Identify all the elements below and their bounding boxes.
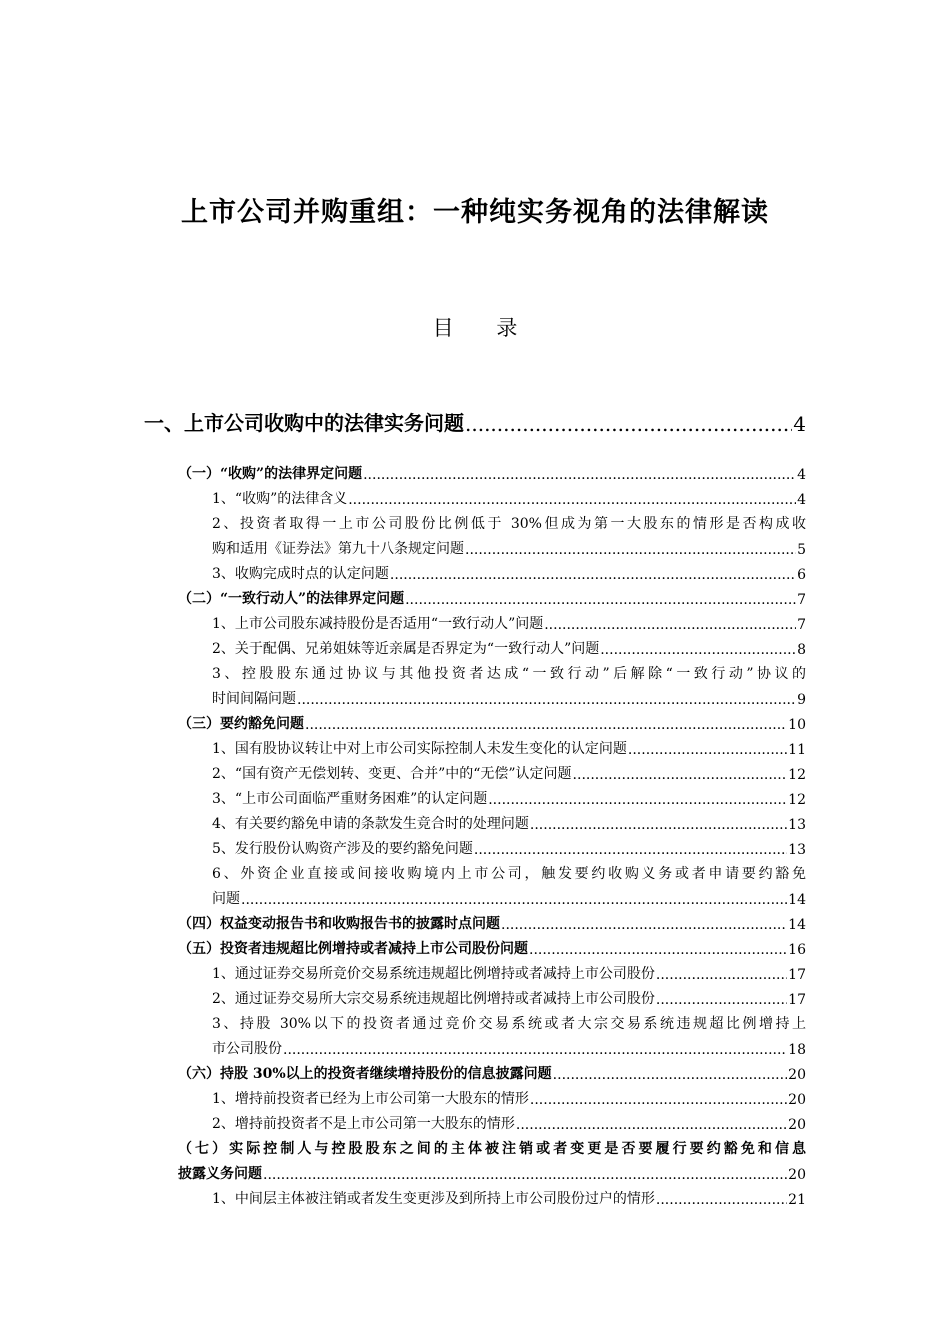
toc-entry-s7-1[interactable] [212, 1188, 806, 1208]
toc-entry-s5[interactable] [178, 938, 806, 958]
toc-leader [573, 767, 788, 783]
toc-entry-s5-3[interactable] [212, 1038, 806, 1058]
toc-entry-label: （七）实际控制人与控股股东之间的主体被注销或者变更是否要履行要约豁免和信息 [178, 1141, 806, 1157]
toc-entry-label: 2、增持前投资者不是上市公司第一大股东的情形 [212, 1116, 515, 1132]
toc-entry-label: 2、关于配偶、兄弟姐妹等近亲属是否界定为“一致行动人”问题 [212, 641, 600, 657]
toc-entry-s5-3-line1[interactable] [212, 1013, 806, 1033]
toc-entry-label: 1、国有股协议转让中对上市公司实际控制人未发生变化的认定问题 [212, 741, 627, 757]
toc-entry-label: 一、上市公司收购中的法律实务问题 [144, 411, 464, 435]
toc-entry-s1-1[interactable] [212, 488, 806, 508]
toc-leader [348, 492, 796, 508]
toc-leader [465, 412, 792, 436]
toc-leader [297, 692, 796, 708]
toc-entry-part1[interactable] [144, 407, 806, 436]
toc-leader [656, 967, 787, 983]
toc-entry-s2-1[interactable] [212, 613, 806, 633]
toc-entry-label: 披露义务问题 [178, 1166, 262, 1182]
toc-leader [600, 642, 796, 658]
toc-entry-label: 市公司股份 [212, 1041, 282, 1057]
toc-entry-s3-6-line1[interactable] [212, 863, 806, 883]
toc-page-number: 12 [788, 792, 806, 808]
toc-page-number: 8 [797, 642, 806, 658]
toc-page-number: 5 [797, 542, 806, 558]
toc-entry-label: 3、持股 30%以下的投资者通过竞价交易系统或者大宗交易系统违规超比例增持上 [212, 1016, 806, 1032]
toc-entry-label: 1、上市公司股东减持股份是否适用“一致行动人”问题 [212, 616, 544, 632]
toc-page-number: 20 [788, 1117, 806, 1133]
toc-entry-label: 2、投资者取得一上市公司股份比例低于 30%但成为第一大股东的情形是否构成收 [212, 516, 806, 532]
toc-entry-s1-2[interactable] [212, 538, 806, 558]
toc-page-number: 11 [788, 742, 806, 758]
toc-entry-s2-2[interactable] [212, 638, 806, 658]
toc-page-number: 10 [788, 717, 806, 733]
toc-entry-s2[interactable] [178, 588, 806, 608]
toc-entry-label: 1、“收购”的法律含义 [212, 491, 348, 507]
toc-entry-s1[interactable] [178, 463, 806, 483]
toc-leader [363, 467, 796, 483]
toc-entry-s5-1[interactable] [212, 963, 806, 983]
toc-page-number: 4 [797, 492, 806, 508]
toc-page-number: 9 [797, 692, 806, 708]
toc-entry-s3-4[interactable] [212, 813, 806, 833]
toc-entry-s3[interactable] [178, 713, 806, 733]
toc-page-number: 20 [788, 1092, 806, 1108]
toc-leader [465, 542, 796, 558]
toc-leader [529, 942, 787, 958]
toc-page-number: 20 [788, 1067, 806, 1083]
toc-entry-label: 购和适用《证券法》第九十八条规定问题 [212, 541, 464, 557]
toc-entry-label: 5、发行股份认购资产涉及的要约豁免问题 [212, 841, 473, 857]
toc-entry-s2-3-line1[interactable] [212, 663, 806, 683]
toc-page-number: 17 [788, 992, 806, 1008]
toc-page-number: 16 [788, 942, 806, 958]
toc-leader [305, 717, 787, 733]
toc-entry-label: 2、“国有资产无偿划转、变更、合并”中的“无偿”认定问题 [212, 766, 572, 782]
toc-entry-label: （四）权益变动报告书和收购报告书的披露时点问题 [178, 916, 500, 932]
toc-entry-label: 1、中间层主体被注销或者发生变更涉及到所持上市公司股份过户的情形 [212, 1191, 655, 1207]
toc-page-number: 12 [788, 767, 806, 783]
toc-leader [516, 1117, 787, 1133]
toc-entry-label: 3、“上市公司面临严重财务困难”的认定问题 [212, 791, 488, 807]
toc-page-number: 4 [793, 412, 806, 436]
toc-leader [488, 792, 787, 808]
toc-leader [474, 842, 787, 858]
toc-entry-s5-2[interactable] [212, 988, 806, 1008]
toc-entry-s3-5[interactable] [212, 838, 806, 858]
toc-page-number: 14 [788, 917, 806, 933]
toc-entry-s1-2-line1[interactable] [212, 513, 806, 533]
toc-page-number: 7 [797, 617, 806, 633]
document-title: 上市公司并购重组：一种纯实务视角的法律解读 [181, 197, 769, 228]
toc-entry-s3-2[interactable] [212, 763, 806, 783]
toc-entry-label: 1、增持前投资者已经为上市公司第一大股东的情形 [212, 1091, 529, 1107]
toc-leader [501, 917, 787, 933]
toc-leader [405, 592, 796, 608]
toc-page-number: 17 [788, 967, 806, 983]
toc-entry-s7-line1[interactable] [178, 1138, 806, 1158]
toc-entry-label: 2、通过证券交易所大宗交易系统违规超比例增持或者减持上市公司股份 [212, 991, 655, 1007]
toc-entry-s6-1[interactable] [212, 1088, 806, 1108]
toc-entry-label: 问题 [212, 891, 240, 907]
toc-page-number: 18 [788, 1042, 806, 1058]
toc-entry-s3-1[interactable] [212, 738, 806, 758]
toc-entry-label: 时间间隔问题 [212, 691, 296, 707]
toc-entry-s7[interactable] [178, 1163, 806, 1183]
toc-leader [390, 567, 796, 583]
toc-entry-s6-2[interactable] [212, 1113, 806, 1133]
toc-entry-s4[interactable] [178, 913, 806, 933]
toc-leader [656, 1192, 787, 1208]
toc-leader [628, 742, 787, 758]
toc-leader [263, 1167, 787, 1183]
toc-entry-label: （二）“一致行动人”的法律界定问题 [178, 591, 405, 607]
toc-entry-label: 3、收购完成时点的认定问题 [212, 566, 389, 582]
toc-leader [656, 992, 787, 1008]
toc-entry-s1-3[interactable] [212, 563, 806, 583]
toc-page-number: 14 [788, 892, 806, 908]
toc-page-number: 7 [797, 592, 806, 608]
toc-entry-label: 1、通过证券交易所竞价交易系统违规超比例增持或者减持上市公司股份 [212, 966, 655, 982]
toc-leader [530, 1092, 787, 1108]
toc-page-number: 21 [788, 1192, 806, 1208]
toc-page-number: 13 [788, 842, 806, 858]
toc-leader [544, 617, 796, 633]
toc-entry-s2-3[interactable] [212, 688, 806, 708]
toc-heading: 目 录 [432, 316, 536, 340]
toc-page-number: 4 [797, 467, 806, 483]
toc-leader [283, 1042, 787, 1058]
toc-entry-label: （六）持股 30%以上的投资者继续增持股份的信息披露问题 [178, 1066, 552, 1082]
toc-entry-s3-3[interactable] [212, 788, 806, 808]
toc-entry-label: 6、外资企业直接或间接收购境内上市公司，触发要约收购义务或者申请要约豁免 [212, 866, 806, 882]
toc-entry-label: （三）要约豁免问题 [178, 716, 304, 732]
toc-page-number: 13 [788, 817, 806, 833]
toc-entry-label: 4、有关要约豁免申请的条款发生竞合时的处理问题 [212, 816, 529, 832]
toc-page-number: 6 [797, 567, 806, 583]
toc-entry-label: （一）“收购”的法律界定问题 [178, 466, 363, 482]
toc-entry-s3-6[interactable] [212, 888, 806, 908]
toc-entry-s6[interactable] [178, 1063, 806, 1083]
toc-page-number: 20 [788, 1167, 806, 1183]
toc-leader [553, 1067, 788, 1083]
toc-leader [241, 892, 787, 908]
toc-leader [530, 817, 787, 833]
toc-entry-label: （五）投资者违规超比例增持或者减持上市公司股份问题 [178, 941, 528, 957]
toc-entry-label: 3、控股股东通过协议与其他投资者达成“一致行动”后解除“一致行动”协议的 [212, 666, 806, 682]
